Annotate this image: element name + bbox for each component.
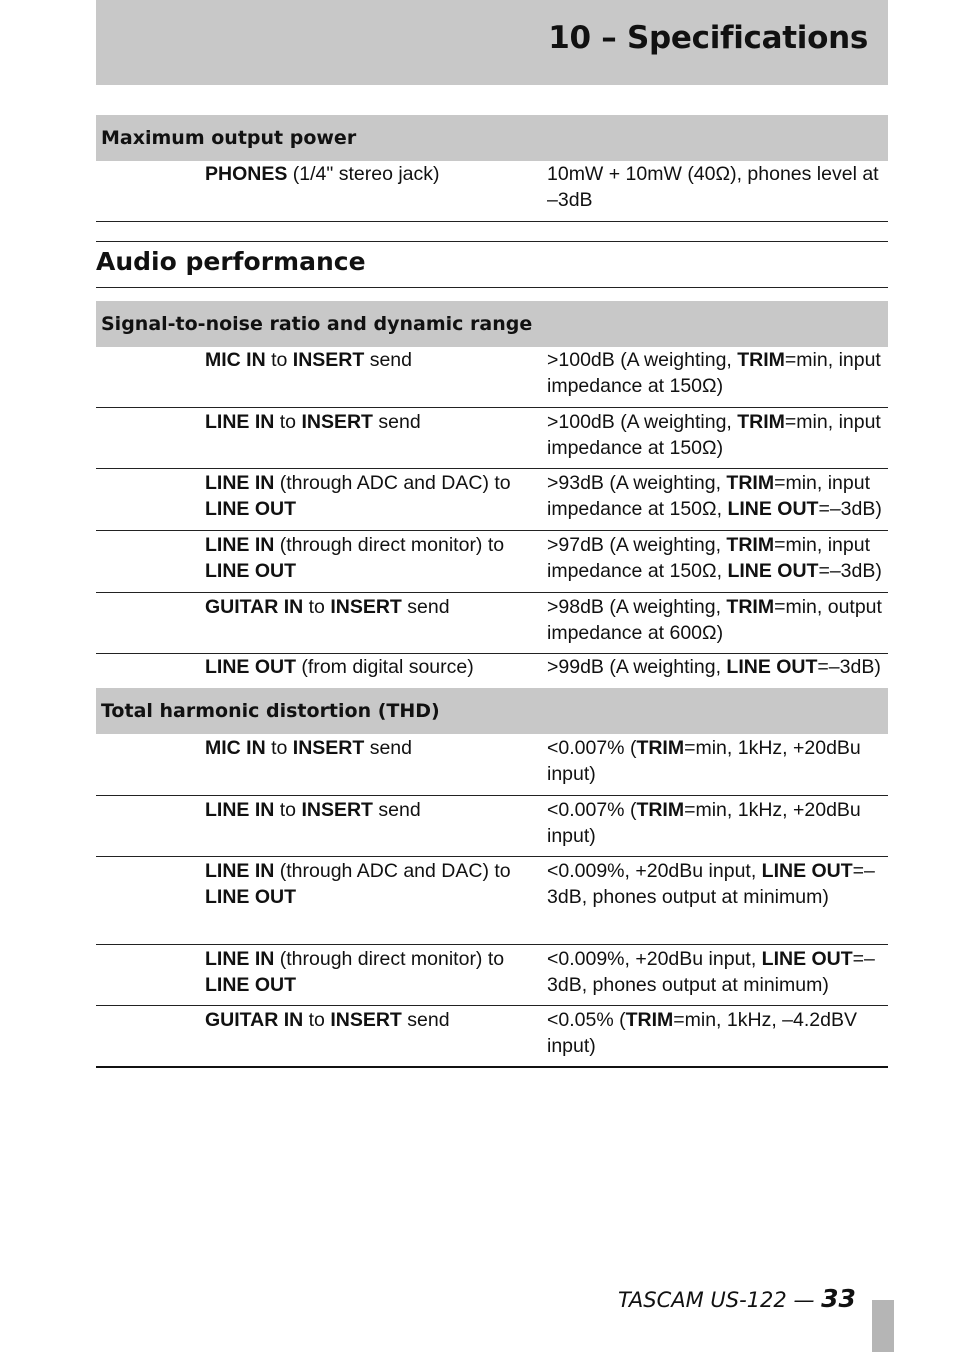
spec-label: LINE IN to INSERT send [205,799,421,821]
category-heading-snr: Signal-to-noise ratio and dynamic range [96,301,888,347]
section-heading: Audio performance [96,247,366,276]
max-output-section [96,115,888,222]
section-rule-bottom [96,287,888,288]
spec-label: LINE OUT (from digital source) [205,656,474,678]
page-number: 33 [821,1284,856,1313]
category-heading-thd: Total harmonic distortion (THD) [96,688,888,734]
spec-row [96,531,888,593]
page-footer [618,1284,856,1313]
spec-value: >100dB (A weighting, TRIM=min, input impedance at 150Ω) [547,411,881,459]
chapter-title: 10 – Specifications [548,20,868,56]
chapter-header-band [96,0,888,85]
spec-label: MIC IN to INSERT send [205,737,412,759]
spec-value: >97dB (A weighting, TRIM=min, input impedance at 150Ω, LINE OUT=–3dB) [547,534,882,582]
spec-row [96,796,888,857]
spec-value: >98dB (A weighting, TRIM=min, output impedance at 600Ω) [547,596,882,644]
spec-value: >100dB (A weighting, TRIM=min, input impedance at 150Ω) [547,349,881,397]
spec-row [96,734,888,796]
spec-label: MIC IN to INSERT send [205,349,412,371]
spec-value: >99dB (A weighting, LINE OUT=–3dB) [547,656,881,678]
spec-value: <0.009%, +20dBu input, LINE OUT=–3dB, phones output at minimum) [547,860,875,908]
spec-row [96,1006,888,1068]
spec-label: LINE IN (through ADC and DAC) to LINE OUT [205,860,511,908]
spec-value: 10mW + 10mW (40Ω), phones level at –3dB [547,163,879,211]
spec-label: LINE IN to INSERT send [205,411,421,433]
audio-performance-heading-wrap [96,247,888,276]
spec-label: GUITAR IN to INSERT send [205,1009,450,1031]
spec-label: GUITAR IN to INSERT send [205,596,450,618]
section-rule-top [96,241,888,242]
spec-row [96,654,888,689]
spec-row [96,945,888,1006]
spec-row [96,857,888,945]
spec-row [96,161,888,222]
snr-section [96,301,888,689]
spec-value: <0.009%, +20dBu input, LINE OUT=–3dB, phones output at minimum) [547,948,875,996]
spec-value: <0.05% (TRIM=min, 1kHz, –4.2dBV input) [547,1009,857,1057]
page-edge-tab [872,1300,894,1352]
footer-product: TASCAM US-122 — [618,1288,815,1312]
spec-value: <0.007% (TRIM=min, 1kHz, +20dBu input) [547,799,861,847]
spec-row [96,469,888,531]
thd-section [96,688,888,1068]
spec-value: <0.007% (TRIM=min, 1kHz, +20dBu input) [547,737,861,785]
spec-row [96,593,888,654]
spec-value: >93dB (A weighting, TRIM=min, input impedance at 150Ω, LINE OUT=–3dB) [547,472,882,520]
spec-label: LINE IN (through ADC and DAC) to LINE OUT [205,472,511,520]
spec-row [96,408,888,469]
spec-label: LINE IN (through direct monitor) to LINE OUT [205,948,505,996]
spec-label: PHONES (1/4" stereo jack) [205,163,440,185]
spec-label: LINE IN (through direct monitor) to LINE OUT [205,534,505,582]
spec-row [96,347,888,408]
category-heading-max-output: Maximum output power [96,115,888,161]
